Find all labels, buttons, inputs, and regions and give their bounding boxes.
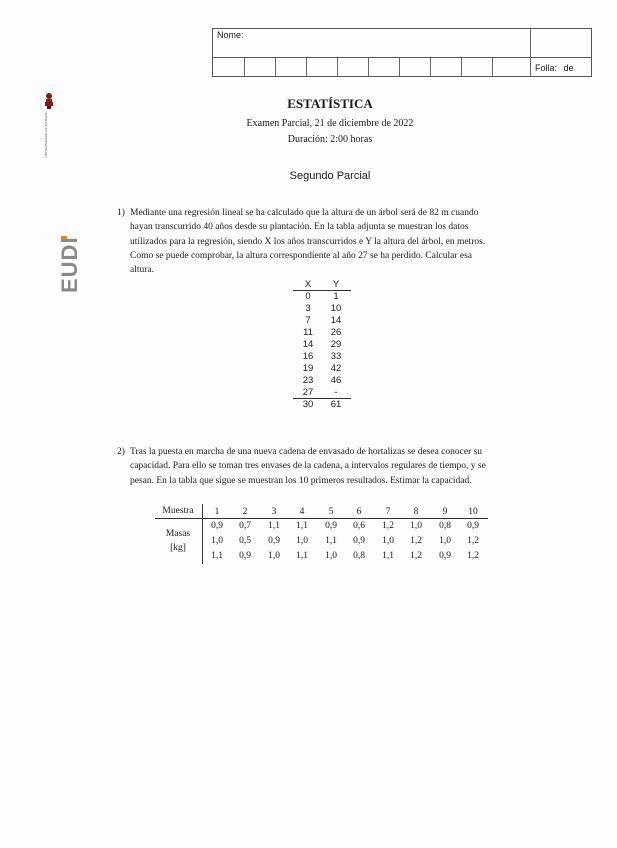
sample-number: 10	[468, 507, 478, 517]
column-header: X	[304, 279, 312, 290]
table-cell: 1,0	[382, 536, 394, 546]
grid-line	[306, 58, 307, 76]
text-line: pesan. En la tabla que sigue se muestran los 10 primeros resultados. Estimar la capacidad.	[130, 475, 472, 486]
sample-number: 1	[214, 507, 220, 517]
sheet-label	[535, 63, 574, 73]
header-divider	[530, 29, 531, 76]
table-cell: 1,1	[296, 551, 308, 561]
student-header-box	[212, 28, 592, 77]
sample-number: 2	[242, 507, 248, 517]
table-cell: 0,5	[239, 536, 251, 546]
table-cell: 14	[302, 339, 314, 350]
exam-duration: Duración: 2:00 horas	[287, 134, 373, 145]
text-line: Mediante una regresión lineal se ha calculado que la altura de un árbol será de 82 m cuando	[130, 208, 479, 218]
grid-line	[275, 58, 276, 76]
grid-line	[244, 58, 245, 76]
table-cell: 1,2	[467, 536, 479, 546]
table-cell: 1,1	[382, 551, 394, 561]
table-cell: 0,9	[239, 551, 251, 561]
question-number: 2)	[117, 447, 125, 457]
column-header: Y	[332, 279, 340, 290]
table-cell: 0,9	[467, 521, 479, 531]
table-cell: 1,2	[410, 536, 422, 546]
university-name: UNIVERSIDADE DA CORUÑA	[44, 112, 48, 158]
text-line: Tras la puesta en marcha de una nueva cadena de envasado de hortalizas se desea conocer su	[130, 447, 483, 457]
grid-line	[430, 58, 431, 76]
sample-number: 8	[413, 507, 419, 517]
table-cell: 0,7	[239, 521, 251, 531]
sample-number: 6	[356, 507, 362, 517]
section-title: Segundo Parcial	[289, 170, 371, 182]
table-cell: 30	[302, 399, 314, 410]
grid-line	[492, 58, 493, 76]
table-cell: 1,0	[325, 551, 337, 561]
grid-line	[461, 58, 462, 76]
table-cell: 1,1	[296, 521, 308, 531]
table-cell: 0,8	[439, 521, 451, 531]
question-text	[130, 206, 485, 277]
sheet-label-text: Folla:	[535, 63, 558, 73]
grid-line	[399, 58, 400, 76]
question-text	[130, 445, 486, 488]
name-field[interactable]	[213, 29, 591, 58]
table-cell: 0	[305, 291, 311, 302]
question-number: 1)	[117, 208, 125, 218]
grid-line	[368, 58, 369, 76]
table-cell: 1,1	[325, 536, 337, 546]
eudi-logo: EUDI	[57, 236, 82, 293]
side-label: Masas	[165, 529, 191, 539]
sample-number: 9	[442, 507, 448, 517]
name-label: Nome:	[217, 30, 244, 40]
table-cell: 0,6	[353, 521, 365, 531]
table-cell: 61	[330, 399, 342, 410]
table-cell: -	[334, 387, 338, 398]
table-cell: 1,0	[296, 536, 308, 546]
table-cell: 1,1	[268, 521, 280, 531]
table-cell: 0,9	[211, 521, 223, 531]
table-cell: 26	[330, 327, 342, 338]
text-line: capacidad. Para ello se toman tres envases de la cadena, a intervalos regulares de tiempo, y se	[130, 461, 486, 472]
table-cell: 1,2	[410, 551, 422, 561]
page-title: ESTATÍSTICA	[287, 96, 373, 111]
text-line: Como se puede comprobar, la altura correspondiente al año 27 se ha perdido. Calcular esa	[130, 250, 473, 261]
grid-line	[337, 58, 338, 76]
table-cell: 1,2	[382, 521, 394, 531]
table-cell: 1,0	[410, 521, 422, 531]
table-cell: 11	[303, 327, 313, 338]
side-label: [kg]	[170, 543, 186, 553]
table-cell: 46	[330, 375, 342, 386]
row-header: Muestra	[162, 506, 194, 516]
table-cell: 16	[302, 351, 314, 362]
table-cell: 3	[305, 303, 311, 314]
table-cell: 23	[302, 375, 314, 386]
table-cell: 42	[330, 363, 342, 374]
sample-number: 7	[385, 507, 391, 517]
table-cell: 29	[330, 339, 342, 350]
table-header-line	[155, 518, 488, 519]
table-cell: 1,0	[211, 536, 223, 546]
sample-number: 4	[299, 507, 305, 517]
table-cell: 0,9	[268, 536, 280, 546]
text-line: altura.	[130, 265, 155, 276]
table-cell: 33	[330, 351, 342, 362]
exam-date: Examen Parcial, 21 de diciembre de 2022	[246, 118, 414, 129]
text-line: utilizados para la regresión, siendo X los años transcurridos e Y la altura del árbol, en metros.	[130, 236, 486, 247]
table-cell: 7	[305, 315, 311, 326]
table-header-row	[293, 279, 351, 291]
table-cell: 10	[330, 303, 342, 314]
table-cell: 1,0	[439, 536, 451, 546]
table-cell: 14	[330, 315, 342, 326]
sample-number: 5	[328, 507, 334, 517]
table-cell: 0,9	[439, 551, 451, 561]
table-cell: 0,9	[353, 536, 365, 546]
table-cell: 1,0	[268, 551, 280, 561]
sample-number: 3	[271, 507, 277, 517]
table-cell: 0,9	[325, 521, 337, 531]
text-line: hayan transcurrido 40 años desde su plantación. En la tabla adjunta se muestran los datos	[130, 222, 469, 233]
table-cell: 19	[302, 363, 314, 374]
table-cell: 1	[333, 291, 339, 302]
table-cell: 0,8	[353, 551, 365, 561]
of-label-text: de	[563, 63, 574, 73]
table-cell: 27	[302, 387, 314, 398]
table-vertical-line	[202, 504, 203, 564]
table-cell: 1,1	[211, 551, 223, 561]
table-cell: 1,2	[467, 551, 479, 561]
